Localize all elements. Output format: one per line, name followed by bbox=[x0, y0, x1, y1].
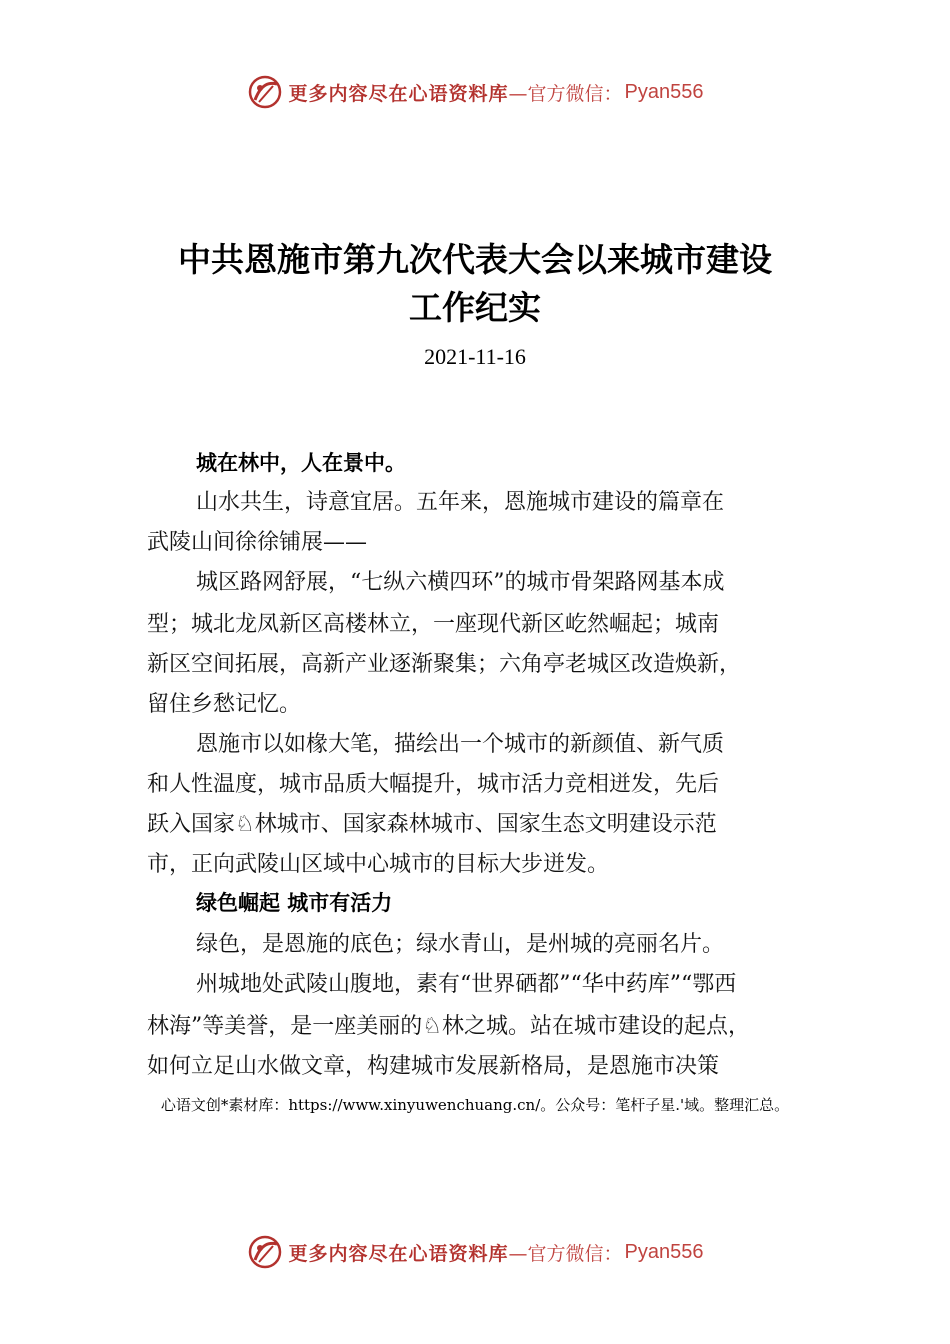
banner-text: 更多内容尽在心语资料库 bbox=[288, 1242, 509, 1265]
banner-wechat-id: Pyan556 bbox=[624, 80, 704, 103]
paragraph-line: 州城地处武陵山腹地，素有“世界硒都”“华中药库”“鄂西 bbox=[196, 972, 737, 997]
footer-banner[interactable] bbox=[0, 1232, 950, 1272]
document-title-line-2: 工作纪实 bbox=[409, 288, 541, 327]
paragraph-line: 山水共生，诗意宜居。五年来，恩施城市建设的篇章在 bbox=[196, 490, 725, 515]
section-heading: 城在林中，人在景中。 bbox=[196, 451, 406, 475]
brand-logo-icon bbox=[247, 1234, 283, 1270]
banner-separator: —官方微信： bbox=[508, 1242, 623, 1265]
section-heading: 绿色崛起 城市有活力 bbox=[196, 891, 393, 915]
paragraph-line: 城区路网舒展，“七纵六横四环”的城市骨架路网基本成 bbox=[196, 570, 725, 595]
paragraph-line: 留住乡愁记忆。 bbox=[147, 692, 302, 717]
banner-wechat-id: Pyan556 bbox=[624, 1240, 704, 1263]
banner-text: 更多内容尽在心语资料库 bbox=[288, 82, 509, 105]
paragraph-line: 如何立足山水做文章，构建城市发展新格局，是恩施市决策 bbox=[147, 1054, 720, 1079]
paragraph-line: 和人性温度，城市品质大幅提升，城市活力竞相迸发，先后 bbox=[147, 772, 720, 797]
paragraph-line: 型；城北龙凤新区高楼林立，一座现代新区屹然崛起；城南 bbox=[147, 612, 720, 637]
paragraph-line: 恩施市以如椽大笔，描绘出一个城市的新颜值、新气质 bbox=[196, 732, 725, 757]
paragraph-line: 武陵山间徐徐铺展—— bbox=[147, 530, 368, 555]
brand-logo-icon bbox=[247, 74, 283, 110]
paragraph-line: 绿色，是恩施的底色；绿水青山，是州城的亮丽名片。 bbox=[196, 932, 725, 957]
document-date: 2021-11-16 bbox=[424, 344, 526, 369]
paragraph-line: 新区空间拓展，高新产业逐渐聚集；六角亭老城区改造焕新， bbox=[147, 652, 742, 677]
paragraph-line: 市，正向武陵山区域中心城市的目标大步迸发。 bbox=[147, 852, 610, 877]
document-title-line-1: 中共恩施市第九次代表大会以来城市建设 bbox=[178, 240, 772, 279]
banner-separator: —官方微信： bbox=[508, 82, 623, 105]
paragraph-line: 林海”等美誉，是一座美丽的♘林之城。站在城市建设的起点， bbox=[147, 1014, 750, 1039]
header-banner[interactable] bbox=[0, 72, 950, 112]
paragraph-line: 跃入国家♘林城市、国家森林城市、国家生态文明建设示范 bbox=[147, 812, 717, 837]
footer-source-note: 心语文创*素材库：https://www.xinyuwenchuang.cn/。公众号：笔杆子星.'域。整理汇总。 bbox=[160, 1096, 790, 1114]
